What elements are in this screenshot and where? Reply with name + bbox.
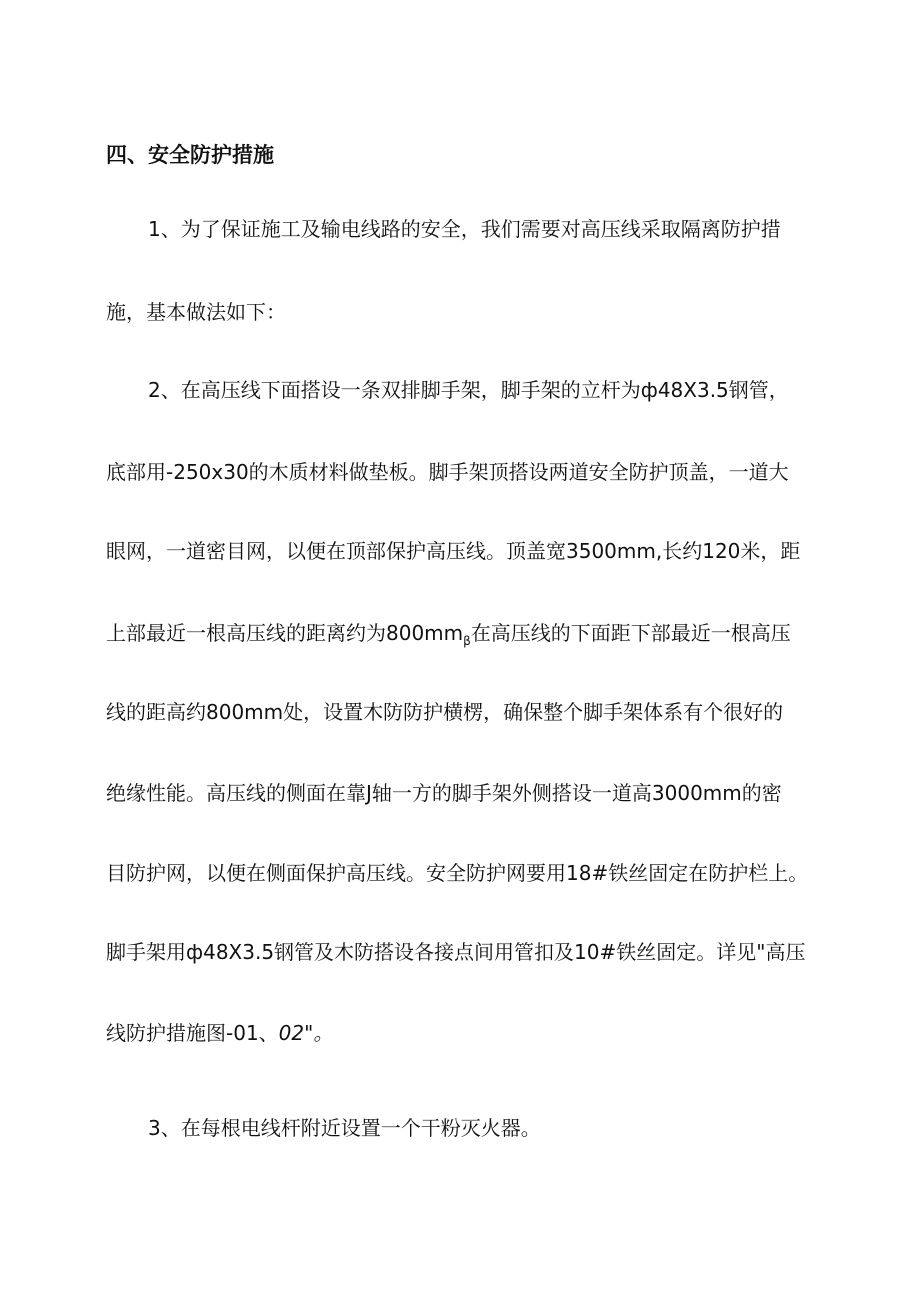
paragraph-2-line-9 <box>106 1018 333 1048</box>
paragraph-2-line-4-part-2: 在高压线的下面距下部最近一根高压 <box>470 621 791 645</box>
paragraph-2-line-2: 底部用-250x30的木质材料做垫板。脚手架顶搭设两道安全防护顶盖，一道大 <box>106 460 789 484</box>
paragraph-2-line-6: 绝缘性能。高压线的侧面在靠J轴一方的脚手架外侧搭设一道高3000mm的密 <box>106 781 782 805</box>
paragraph-1-line-2: 施，基本做法如下： <box>106 300 286 324</box>
section-heading: 四、安全防护措施 <box>106 143 274 167</box>
paragraph-3-line-1: 3、在每根电线杆附近设置一个干粉灭火器。 <box>148 1116 541 1140</box>
paragraph-2-line-4 <box>106 618 791 656</box>
paragraph-2-line-1: 2、在高压线下面搭设一条双排脚手架，脚手架的立杆为ф48X3.5钢管， <box>148 378 789 402</box>
paragraph-2-line-7: 目防护网，以便在侧面保护高压线。安全防护网要用18#铁丝固定在防护栏上。 <box>106 861 809 885</box>
paragraph-2-line-4-part-1: 上部最近一根高压线的距离约为800mm <box>106 621 464 645</box>
paragraph-2-line-9-part-2: 02"。 <box>278 1021 334 1045</box>
paragraph-2-line-5: 线的距高约800mm处，设置木防防护横楞，确保整个脚手架体系有个很好的 <box>106 700 784 724</box>
paragraph-2-line-4-mark: β <box>463 634 471 648</box>
paragraph-2-line-8: 脚手架用ф48X3.5钢管及木防搭设各接点间用管扣及10#铁丝固定。详见"高压 <box>106 940 806 964</box>
paragraph-2-line-9-part-1: 线防护措施图-01、 <box>106 1021 279 1045</box>
paragraph-1-line-1: 1、为了保证施工及输电线路的安全，我们需要对高压线采取隔离防护措 <box>148 217 781 241</box>
paragraph-2-line-3: 眼网，一道密目网，以便在顶部保护高压线。顶盖宽3500mm,长约120米，距 <box>106 539 801 563</box>
